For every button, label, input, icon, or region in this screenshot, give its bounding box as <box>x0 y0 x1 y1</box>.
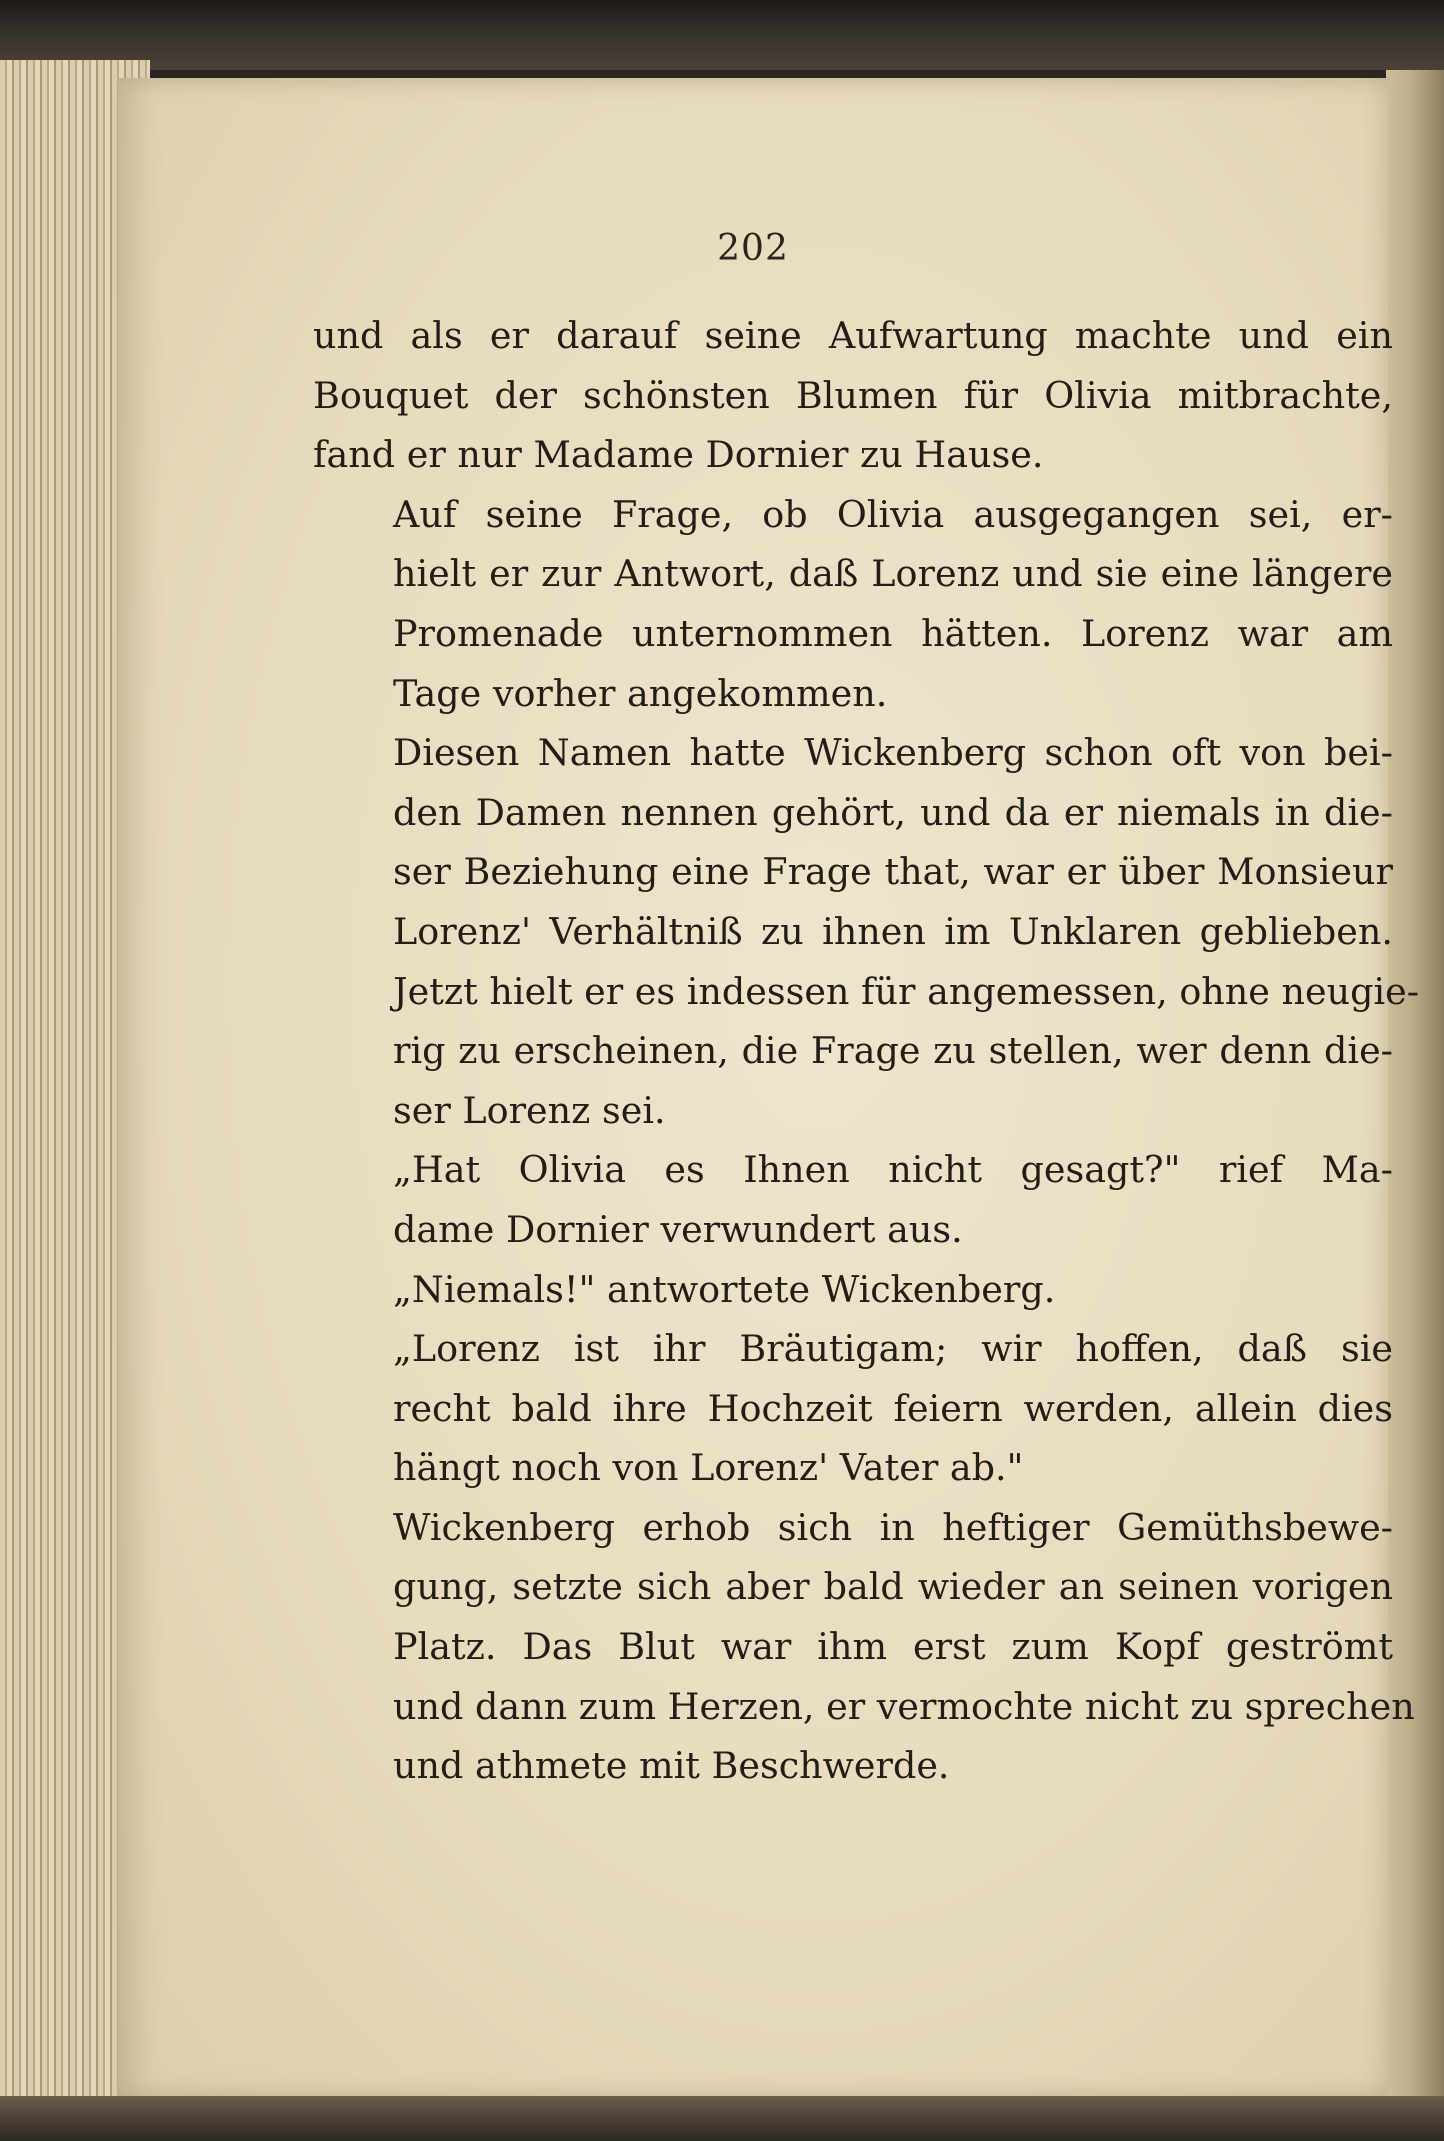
text-line: recht bald ihre Hochzeit feiern werden, allein dies <box>393 1386 1393 1430</box>
text-line: Auf seine Frage, ob Olivia ausgegangen sei, er- <box>393 492 1393 536</box>
book-gutter-right <box>1386 70 1444 2110</box>
text-line: „Lorenz ist ihr Bräutigam; wir hoffen, daß sie <box>393 1327 1393 1371</box>
paragraph-5 <box>313 1260 1393 1320</box>
paragraph-4 <box>313 1140 1393 1259</box>
body-text <box>313 306 1420 1796</box>
text-line: Tage vorher angekommen. <box>393 671 888 715</box>
paragraph-6 <box>313 1319 1393 1498</box>
text-line: Promenade unternommen hätten. Lorenz war am <box>393 611 1393 655</box>
text-line: gung, setzte sich aber bald wieder an seinen vorigen <box>393 1565 1393 1609</box>
text-line: Diesen Namen hatte Wickenberg schon oft von bei- <box>393 731 1393 775</box>
page-number: 202 <box>717 228 789 269</box>
text-line: fand er nur Madame Dornier zu Hause. <box>313 433 1044 477</box>
paragraph-1 <box>313 306 1393 485</box>
text-line: und dann zum Herzen, er vermochte nicht zu sprechen <box>393 1684 1415 1728</box>
paragraph-2 <box>313 485 1393 723</box>
text-line: und athmete mit Beschwerde. <box>393 1744 950 1788</box>
book-edge-bottom <box>0 2096 1444 2141</box>
text-line: „Hat Olivia es Ihnen nicht gesagt?" rief Ma- <box>393 1148 1393 1192</box>
text-line: hängt noch von Lorenz' Vater ab." <box>393 1446 1024 1490</box>
paragraph-7 <box>313 1498 1415 1796</box>
text-line: den Damen nennen gehört, und da er niemals in die- <box>393 790 1393 834</box>
book-binding-top <box>0 0 1444 70</box>
book-page <box>118 78 1420 2098</box>
text-line: und als er darauf seine Aufwartung machte und ein <box>313 314 1393 357</box>
text-line: Bouquet der schönsten Blumen für Olivia mitbrachte, <box>313 373 1393 417</box>
text-line: ser Lorenz sei. <box>393 1088 666 1132</box>
text-line: dame Dornier verwundert aus. <box>393 1207 963 1251</box>
text-line: rig zu erscheinen, die Frage zu stellen, wer denn die- <box>393 1029 1393 1073</box>
text-line: „Niemals!" antwortete Wickenberg. <box>393 1267 1056 1311</box>
text-line: ser Beziehung eine Frage that, war er über Monsieur <box>393 850 1393 894</box>
text-line: hielt er zur Antwort, daß Lorenz und sie eine längere <box>393 552 1393 596</box>
paragraph-3 <box>313 723 1420 1140</box>
text-line: Lorenz' Verhältniß zu ihnen im Unklaren geblieben. <box>393 909 1393 953</box>
text-line: Platz. Das Blut war ihm erst zum Kopf geströmt <box>393 1625 1393 1669</box>
text-line: Jetzt hielt er es indessen für angemessen, ohne neugie- <box>393 969 1420 1013</box>
text-line: Wickenberg erhob sich in heftiger Gemüthsbewe- <box>393 1505 1393 1549</box>
